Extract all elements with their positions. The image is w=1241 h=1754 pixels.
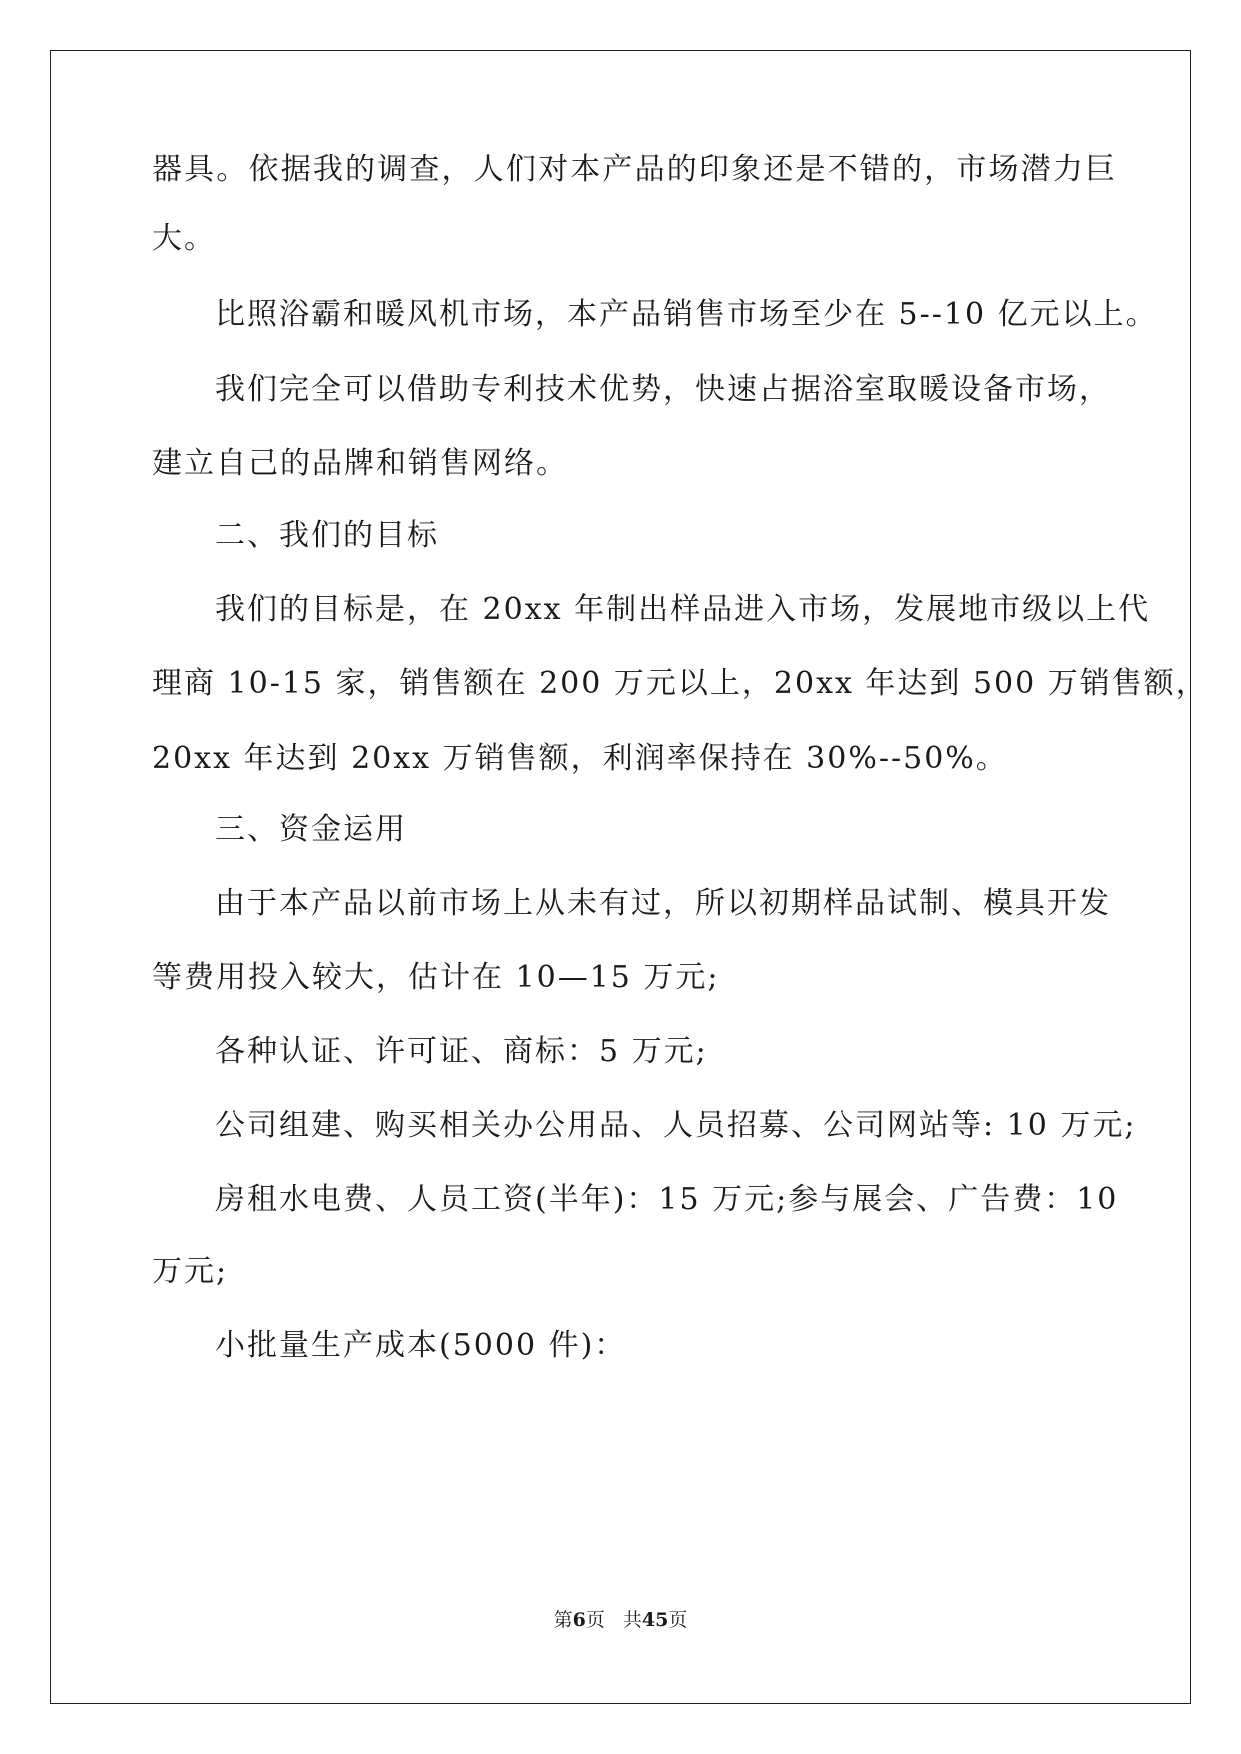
- body-line-7: 我们的目标是，在 20xx 年制出样品进入市场，发展地市级以上代: [215, 592, 1151, 627]
- section-heading-funds: 三、资金运用: [215, 812, 407, 847]
- body-line-3: 比照浴霸和暖风机市场，本产品销售市场至少在 5--10 亿元以上。: [215, 297, 1158, 332]
- body-line-4: 我们完全可以借助专利技术优势，快速占据浴室取暖设备市场，: [215, 372, 1111, 407]
- body-line-13: 各种认证、许可证、商标：5 万元;: [215, 1034, 708, 1069]
- section-heading-goals: 二、我们的目标: [215, 518, 439, 553]
- page-footer: [0, 1608, 1241, 1632]
- body-line-16: 万元;: [152, 1254, 229, 1289]
- footer-page-unit: 页: [585, 1609, 605, 1631]
- body-line-5: 建立自己的品牌和销售网络。: [152, 446, 568, 481]
- body-line-2: 大。: [152, 221, 216, 256]
- body-line-17: 小批量生产成本(5000 件)：: [215, 1328, 627, 1363]
- body-line-11: 由于本产品以前市场上从未有过，所以初期样品试制、模具开发: [215, 886, 1111, 921]
- body-line-9: 20xx 年达到 20xx 万销售额，利润率保持在 30%--50%。: [152, 741, 1008, 776]
- footer-total-pages: 45: [641, 1609, 669, 1631]
- footer-total-prefix: 共: [622, 1609, 642, 1631]
- footer-prefix: 第: [553, 1609, 573, 1631]
- footer-current-page: 6: [572, 1609, 586, 1631]
- footer-total-unit: 页: [668, 1609, 688, 1631]
- body-line-8: 理商 10-15 家，销售额在 200 万元以上，20xx 年达到 500 万销售额，: [152, 666, 1208, 701]
- body-line-14: 公司组建、购买相关办公用品、人员招募、公司网站等: 10 万元;: [215, 1108, 1137, 1143]
- body-line-1: 器具。依据我的调查，人们对本产品的印象还是不错的，市场潜力巨: [152, 152, 1115, 187]
- body-line-12: 等费用投入较大，估计在 10—15 万元;: [152, 960, 720, 995]
- body-line-15: 房租水电费、人员工资(半年)：15 万元;参与展会、广告费：10: [215, 1182, 1119, 1217]
